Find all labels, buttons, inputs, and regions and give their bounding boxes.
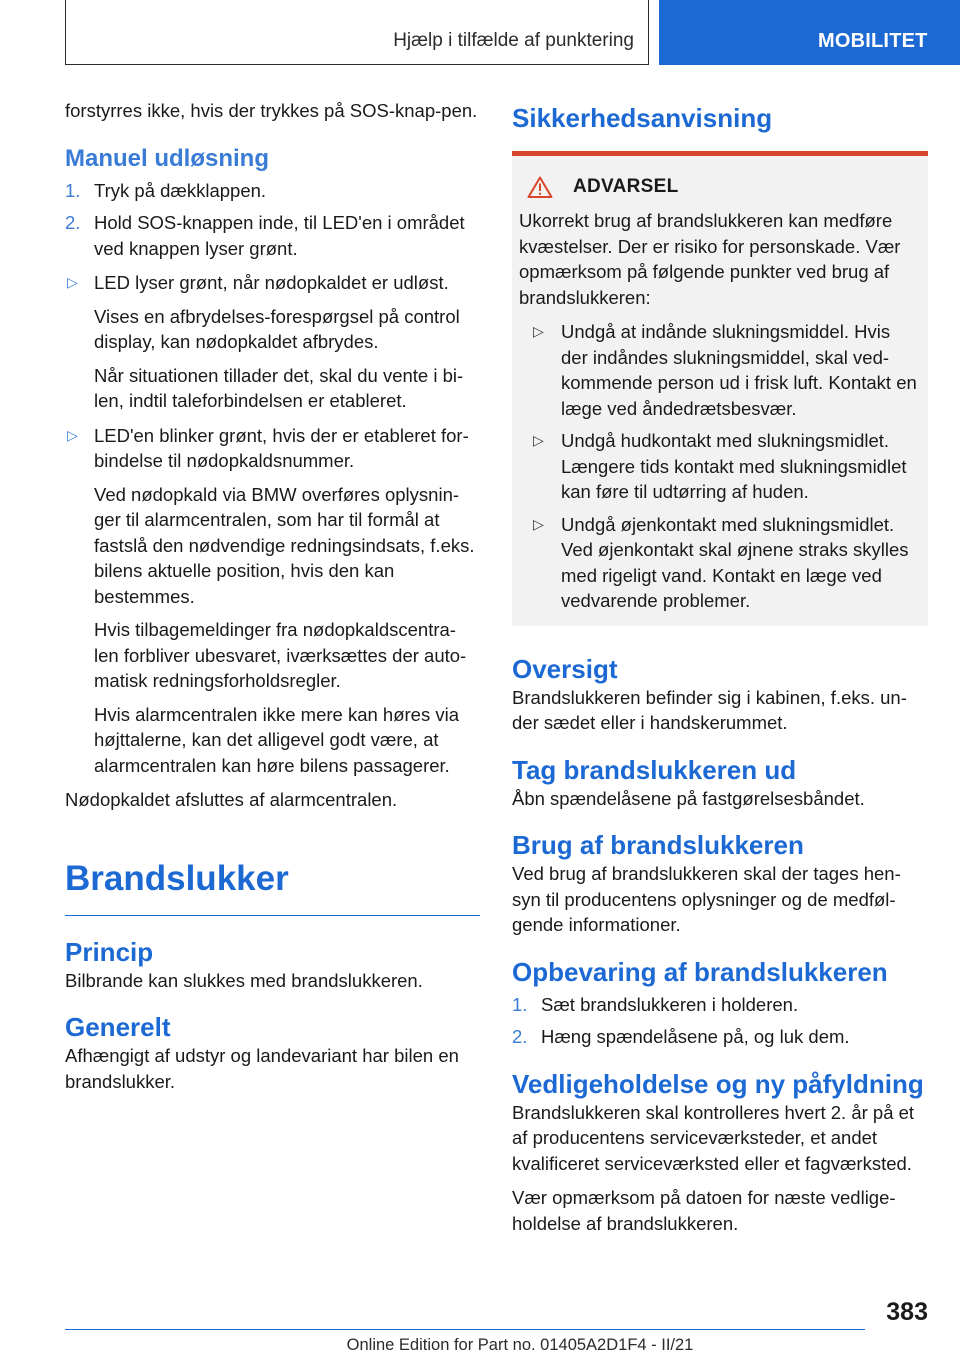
step-text: Hold SOS-knappen inde, til LED'en i området ved knappen lyser grønt. [94, 212, 465, 259]
warning-label: ADVARSEL [573, 176, 679, 197]
list-item [512, 992, 928, 1018]
maintenance-text-2: Vær opmærksom på datoen for næste vedlige-holdelse af brandslukkeren. [512, 1187, 896, 1234]
maintenance-heading: Vedligeholdelse og ny påfyldning [512, 1068, 924, 1099]
triangle-bullet-icon: ▷ [67, 274, 78, 290]
step-text: Sæt brandslukkeren i holderen. [541, 993, 799, 1015]
use-text: Ved brug af brandslukkeren skal der tages hen-syn til producentens oplysninger og de medføl-gende informationer. [512, 863, 901, 935]
bullet-subtext: Ved nødopkald via BMW overføres oplysnin-ger til alarmcentralen, som har til formål at fastslå den nødvendige redningsindsats, f.eks. bilens aktuelle position, hvis den kan bestemmes. [94, 483, 475, 607]
takeout-text: Åbn spændelåsene på fastgørelsesbåndet. [512, 787, 865, 809]
overview-heading: Oversigt [512, 653, 618, 684]
warning-item-text: Undgå øjenkontakt med slukningsmidlet. Ved øjenkontakt skal øjnene straks skylles med rigeligt vand. Kontakt en læge ved vedvarende problemer. [561, 513, 909, 611]
header-title: Hjælp i tilfælde af punktering [393, 30, 634, 51]
bullet-subtext: Vises en afbrydelses-forespørgsel på control display, kan nødopkaldet afbrydes. [94, 305, 460, 352]
step-number: 1. [65, 179, 81, 201]
footer-edition [0, 1336, 960, 1355]
warning-text: Ukorrekt brug af brandslukkeren kan medføre kvæstelser. Der er risiko for personskade. Vær opmærksom på følgende punkter ved brug af brandslukkeren: [519, 210, 901, 308]
led-bullets [65, 270, 480, 778]
manual-steps [65, 178, 480, 262]
right-column [512, 98, 928, 1236]
principle-heading: Princip [65, 936, 154, 967]
bullet-subtext: Hvis tilbagemeldinger fra nødopkaldscentra-len forbliver ubesvaret, iværksættes der auto-matisk redningsforholdsregler. [94, 619, 467, 691]
warning-triangle-icon [527, 176, 553, 198]
list-item [65, 210, 480, 261]
list-item [65, 270, 480, 414]
triangle-bullet-icon: ▷ [533, 432, 544, 448]
general-heading: Generelt [65, 1012, 171, 1042]
warning-box [512, 151, 928, 626]
warning-item-text: Undgå at indånde slukningsmiddel. Hvis der indåndes slukningsmiddel, skal ved-kommende person ud i frisk luft. Kontakt en læge ved åndedrætsbesvær. [561, 321, 917, 419]
warning-items [519, 319, 920, 614]
list-item [519, 319, 920, 421]
list-item [65, 178, 480, 204]
maintenance-text-1: Brandslukkeren skal kontrolleres hvert 2. år på et af producentens serviceværksteder, et andet kvalificeret serviceværksted eller et fagværksted. [512, 1101, 915, 1174]
header-title-box [65, 0, 649, 65]
bullet-text: LED lyser grønt, når nødopkaldet er udløst. [94, 272, 449, 293]
warning-header [519, 176, 920, 198]
storage-heading: Opbevaring af brandslukkeren [512, 956, 888, 987]
footer-edition-text: Online Edition for Part no. 01405A2D1F4 - II/21 [346, 1336, 694, 1354]
step-number: 2. [512, 1026, 528, 1047]
chapter-heading: Brandslukker [65, 857, 480, 916]
step-number: 2. [65, 212, 81, 233]
storage-steps [512, 992, 928, 1050]
list-item [519, 512, 920, 614]
overview-text: Brandslukkeren befinder sig i kabinen, f.eks. un-der sædet eller i handskerummet. [512, 686, 907, 733]
general-text: Afhængigt af udstyr og landevariant har bilen en brandslukker. [65, 1045, 459, 1092]
bullet-subtext: Når situationen tillader det, skal du vente i bi-len, indtil taleforbindelsen er etableret. [94, 364, 464, 411]
principle-text: Bilbrande kan slukkes med brandslukkeren. [65, 969, 423, 991]
triangle-bullet-icon: ▷ [67, 426, 78, 443]
bullet-subtext: Hvis alarmcentralen ikke mere kan høres via højttalerne, kan det alligevel godt være, at alarmcentralen kan høre bilens passagerer. [94, 703, 459, 776]
triangle-bullet-icon: ▷ [533, 515, 544, 532]
header-section: MOBILITET [818, 30, 928, 52]
list-item [519, 428, 920, 505]
list-item [65, 423, 480, 779]
use-heading: Brug af brandslukkeren [512, 830, 804, 860]
intro-text: forstyrres ikke, hvis der trykkes på SOS-knap-pen. [65, 100, 478, 121]
end-text: Nødopkaldet afsluttes af alarmcentralen. [65, 789, 398, 810]
step-number: 1. [512, 993, 528, 1015]
left-column [65, 98, 480, 1094]
triangle-bullet-icon: ▷ [533, 323, 544, 339]
takeout-heading: Tag brandslukkeren ud [512, 754, 797, 785]
warning-item-text: Undgå hudkontakt med slukningsmidlet. Længere tids kontakt med slukningsmidlet kan føre til udtørring af huden. [561, 430, 907, 502]
header-section-box [659, 0, 960, 65]
step-text: Hæng spændelåsene på, og luk dem. [541, 1026, 850, 1047]
footer-divider [65, 1329, 865, 1330]
manual-release-heading: Manuel udløsning [65, 144, 269, 172]
step-text: Tryk på dækklappen. [94, 179, 267, 201]
bullet-text: LED'en blinker grønt, hvis der er etableret for-bindelse til nødopkaldsnummer. [94, 424, 469, 471]
page-number: 383 [886, 1298, 928, 1326]
safety-heading: Sikkerhedsanvisning [512, 103, 773, 133]
list-item [512, 1024, 928, 1050]
